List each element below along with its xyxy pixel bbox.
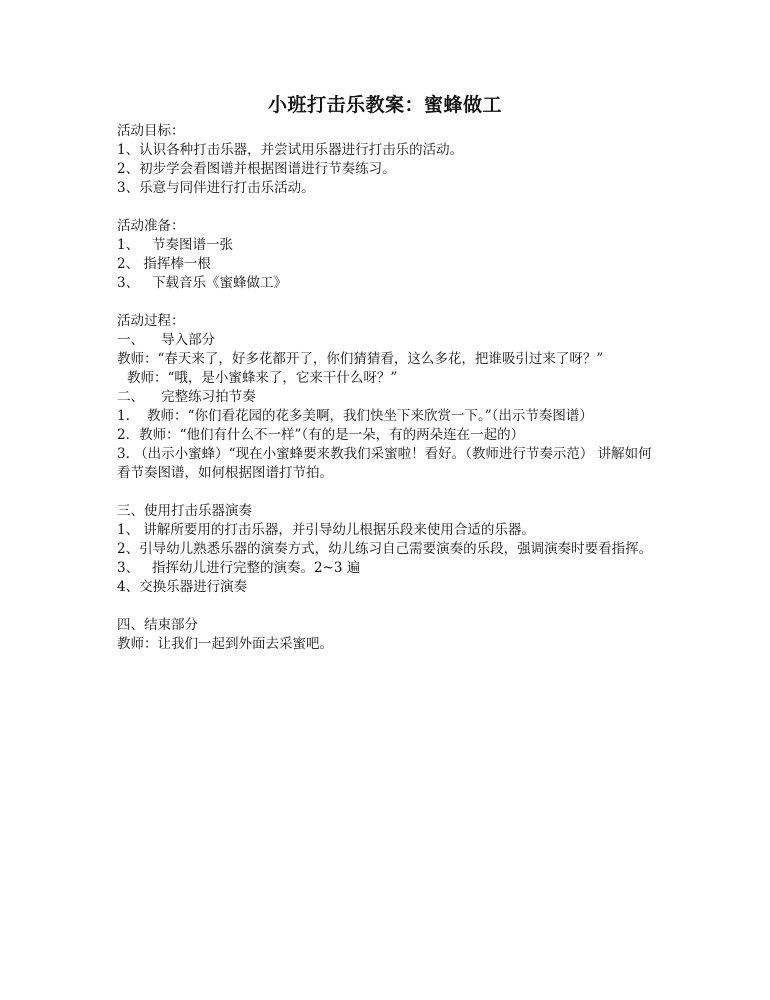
part2-line: 3. （出示小蜜蜂）“现在小蜜蜂要来教我们采蜜啦！看好。（教师进行节奏示范） 讲解如何看节奏图谱，如何根据图谱打节拍。 — [117, 446, 652, 481]
objective-item: 2、初步学会看图谱并根据图谱进行节奏练习。 — [117, 161, 396, 177]
part2-line: 2．教师：“他们有什么不一样”（有的是一朵，有的两朵连在一起的） — [117, 427, 525, 443]
part4-line: 教师：让我们一起到外面去采蜜吧。 — [117, 636, 333, 652]
part1-line: 教师：“春天来了，好多花都开了，你们猜猜看，这么多花，把谁吸引过来了呀？” — [117, 351, 604, 367]
part3-line: 4、交换乐器进行演奏 — [117, 579, 248, 595]
objective-item: 1、认识各种打击乐器，并尝试用乐器进行打击乐的活动。 — [117, 142, 464, 158]
preparation-item: 3、 下载音乐《蜜蜂做工》 — [117, 275, 287, 291]
preparation-heading: 活动准备： — [117, 218, 185, 234]
part1-line: 教师：“哦，是小蜜蜂来了，它来干什么呀？” — [127, 370, 398, 386]
part4-heading: 四、结束部分 — [117, 617, 198, 633]
objective-item: 3、乐意与同伴进行打击乐活动。 — [117, 180, 315, 196]
preparation-item: 1、 节奏图谱一张 — [117, 237, 233, 253]
part2-line: 1. 教师：“你们看花园的花多美啊，我们快坐下来欣赏一下。”（出示节奏图谱） — [117, 408, 593, 424]
part3-heading: 三、使用打击乐器演奏 — [117, 503, 252, 519]
preparation-item: 2、 指挥棒一根 — [117, 256, 211, 272]
part1-heading: 一、 导入部分 — [117, 332, 216, 348]
document-title: 小班打击乐教案：蜜蜂做工 — [267, 94, 502, 116]
part3-line: 1、 讲解所要用的打击乐器，并引导幼儿根据乐段来使用合适的乐器。 — [117, 522, 535, 538]
part3-line: 3、 指挥幼儿进行完整的演奏。2~3 遍 — [117, 560, 361, 576]
part3-line: 2、引导幼儿熟悉乐器的演奏方式，幼儿练习自己需要演奏的乐段，强调演奏时要看指挥。 — [117, 541, 653, 557]
document-body — [117, 122, 657, 654]
part2-heading: 二、 完整练习拍节奏 — [117, 389, 256, 405]
process-heading: 活动过程： — [117, 313, 185, 329]
objectives-heading: 活动目标： — [117, 123, 185, 139]
